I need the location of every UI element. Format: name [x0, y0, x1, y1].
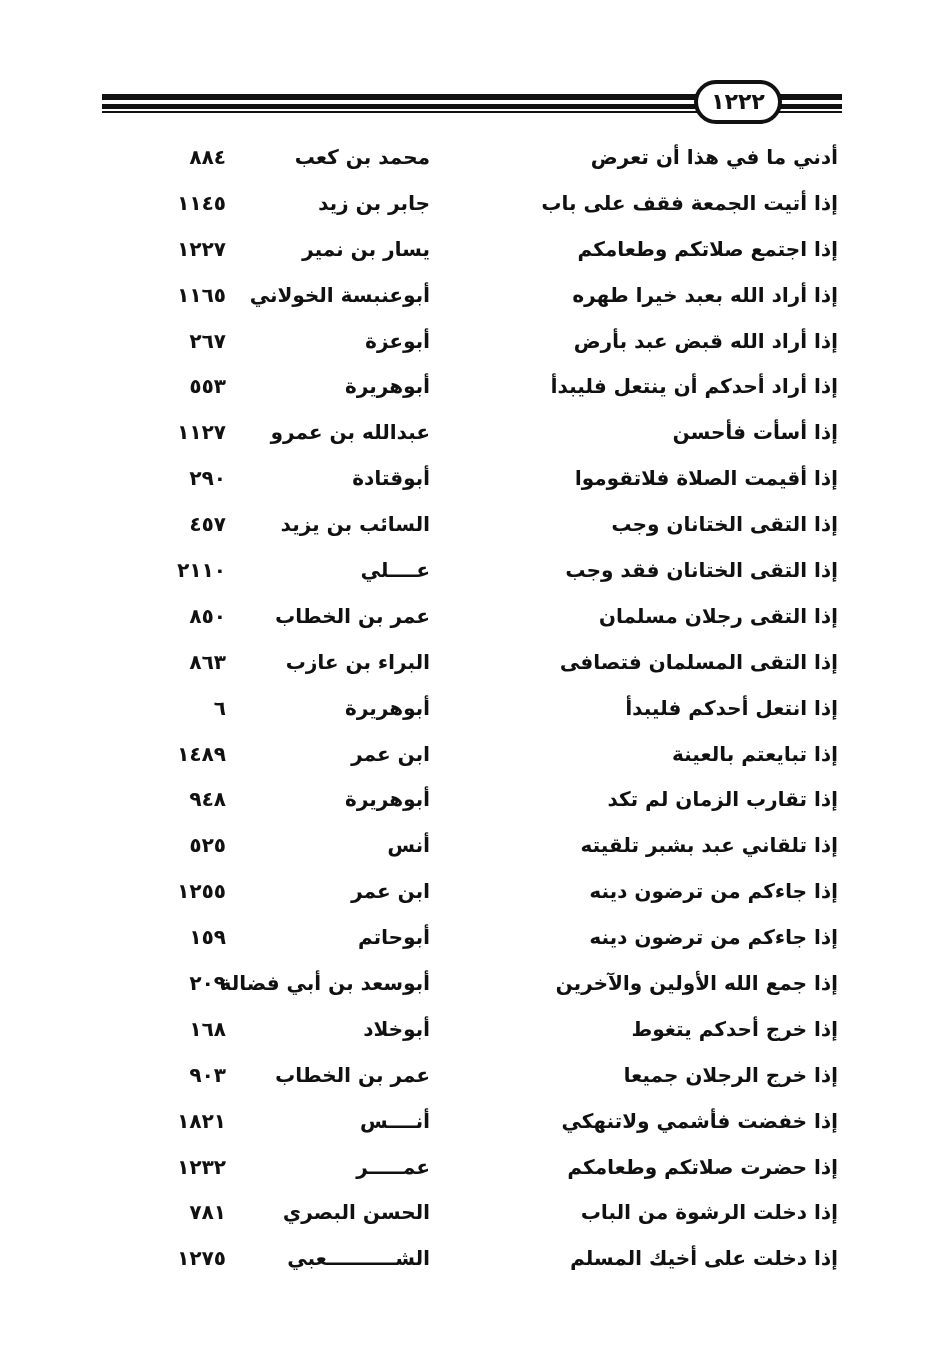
table-row	[0, 277, 948, 323]
page-reference: ٢٩٠	[189, 466, 226, 491]
narrator-name: أبوحاتم	[357, 925, 430, 950]
hadith-text: إذا حضرت صلاتكم وطعامكم	[567, 1154, 838, 1179]
page-reference: ٧٨١	[189, 1200, 226, 1225]
narrator-name: ابن عمر	[351, 879, 430, 904]
narrator-name: جابر بن زيد	[318, 190, 430, 215]
hadith-text: إذا التقى الختانان وجب	[611, 512, 838, 537]
table-row	[0, 414, 948, 460]
page-reference: ٦	[213, 695, 226, 720]
page-reference: ٢٦٧	[189, 328, 226, 353]
narrator-name: البراء بن عازب	[285, 649, 430, 674]
page-reference: ٢١١٠	[177, 558, 226, 583]
page-reference: ٥٥٣	[189, 374, 226, 399]
narrator-name: عمر بن الخطاب	[275, 603, 430, 628]
hadith-text: إذا أتيت الجمعة فقف على باب	[541, 190, 838, 215]
narrator-name: يسار بن نمير	[302, 236, 430, 261]
hadith-text: إذا التقى المسلمان فتصافى	[559, 649, 838, 674]
narrator-name: أبوعنبسة الخولاني	[249, 282, 430, 307]
narrator-name: الحسن البصري	[282, 1200, 430, 1225]
hadith-text: إذا أراد الله قبض عبد بأرض	[573, 328, 838, 353]
page-reference: ٤٥٧	[189, 512, 226, 537]
hadith-text: إذا التقى رجلان مسلمان	[598, 603, 838, 628]
table-row	[0, 919, 948, 965]
table-row	[0, 552, 948, 598]
table-row	[0, 1057, 948, 1103]
narrator-name: عبدالله بن عمرو	[270, 420, 430, 445]
narrator-name: أبوعزة	[365, 328, 430, 353]
narrator-name: عمر بن الخطاب	[275, 1062, 430, 1087]
narrator-name: أبوخلاد	[363, 1016, 430, 1041]
table-row	[0, 323, 948, 369]
table-row	[0, 231, 948, 277]
table-row	[0, 1240, 948, 1286]
hadith-text: إذا دخلت الرشوة من الباب	[580, 1200, 838, 1225]
table-row	[0, 460, 948, 506]
page-reference: ١٢٣٢	[177, 1154, 226, 1179]
table-row	[0, 1103, 948, 1149]
page-reference: ١٦٨	[189, 1016, 226, 1041]
hadith-text: إذا دخلت على أخيك المسلم	[570, 1246, 838, 1271]
narrator-name: أبوهريرة	[345, 787, 430, 812]
table-row	[0, 644, 948, 690]
table-row	[0, 1194, 948, 1240]
page-reference: ١١٤٥	[177, 190, 226, 215]
hadith-text: إذا التقى الختانان فقد وجب	[565, 558, 838, 583]
narrator-name: عمـــــر	[356, 1154, 430, 1179]
page-reference: ١٢٥٥	[177, 879, 226, 904]
page-reference: ١٢٢٧	[177, 236, 226, 261]
page-header	[102, 80, 842, 128]
table-row	[0, 1149, 948, 1195]
page-reference: ١٢٧٥	[177, 1246, 226, 1271]
hadith-text: إذا أراد الله بعبد خيرا طهره	[572, 282, 838, 307]
table-row	[0, 185, 948, 231]
narrator-name: أبوسعد بن أبي فضالة	[219, 971, 430, 996]
page-reference: ١٥٩	[189, 925, 226, 950]
hadith-text: إذا جمع الله الأولين والآخرين	[555, 971, 838, 996]
narrator-name: السائب بن يزيد	[280, 512, 430, 537]
table-row	[0, 506, 948, 552]
page-reference: ١٨٢١	[177, 1108, 226, 1133]
narrator-name: أنس	[387, 833, 430, 858]
page-reference: ٢٠٩	[189, 971, 226, 996]
page-reference: ٩٠٣	[189, 1062, 226, 1087]
narrator-name: ابن عمر	[351, 741, 430, 766]
table-row	[0, 139, 948, 185]
hadith-text: أدني ما في هذا أن تعرض	[590, 145, 838, 169]
hadith-text: إذا أراد أحدكم أن ينتعل فليبدأ	[550, 374, 838, 399]
narrator-name: محمد بن كعب	[294, 145, 430, 169]
page-reference: ١١٢٧	[177, 420, 226, 445]
table-row	[0, 690, 948, 736]
hadith-text: إذا أسأت فأحسن	[672, 420, 838, 445]
hadith-text: إذا اجتمع صلاتكم وطعامكم	[577, 236, 838, 261]
table-row	[0, 965, 948, 1011]
page-reference: ٨٨٤	[189, 145, 226, 169]
hadith-text: إذا تبايعتم بالعينة	[671, 741, 838, 766]
narrator-name: أبوقتادة	[352, 466, 430, 491]
narrator-name: أبوهريرة	[345, 374, 430, 399]
table-row	[0, 736, 948, 782]
page-reference: ٩٤٨	[189, 787, 226, 812]
page-reference: ١٤٨٩	[177, 741, 226, 766]
index-table	[0, 139, 948, 1286]
table-row	[0, 1011, 948, 1057]
table-row	[0, 827, 948, 873]
narrator-name: الشــــــــــعبي	[287, 1246, 430, 1271]
table-row	[0, 873, 948, 919]
page-number: ١٢٢٢	[711, 89, 765, 115]
table-row	[0, 598, 948, 644]
hadith-text: إذا أقيمت الصلاة فلاتقوموا	[574, 466, 838, 491]
table-row	[0, 368, 948, 414]
narrator-name: عــــلي	[360, 558, 430, 583]
page-reference: ٨٥٠	[189, 603, 226, 628]
hadith-text: إذا تقارب الزمان لم تكد	[607, 787, 838, 812]
hadith-text: إذا خرج أحدكم يتغوط	[631, 1016, 838, 1041]
page-reference: ٥٢٥	[189, 833, 226, 858]
hadith-text: إذا جاءكم من ترضون دينه	[589, 879, 838, 904]
hadith-text: إذا انتعل أحدكم فليبدأ	[625, 695, 838, 720]
narrator-name: أبوهريرة	[345, 695, 430, 720]
table-row	[0, 781, 948, 827]
hadith-text: إذا جاءكم من ترضون دينه	[589, 925, 838, 950]
hadith-text: إذا تلقاني عبد بشبر تلقيته	[580, 833, 838, 858]
narrator-name: أنــــس	[360, 1108, 430, 1133]
hadith-text: إذا خرج الرجلان جميعا	[623, 1062, 838, 1087]
page-reference: ٨٦٣	[189, 649, 226, 674]
hadith-text: إذا خفضت فأشمي ولاتنهكي	[561, 1108, 838, 1133]
page-number-badge	[694, 80, 782, 124]
page-reference: ١١٦٥	[177, 282, 226, 307]
